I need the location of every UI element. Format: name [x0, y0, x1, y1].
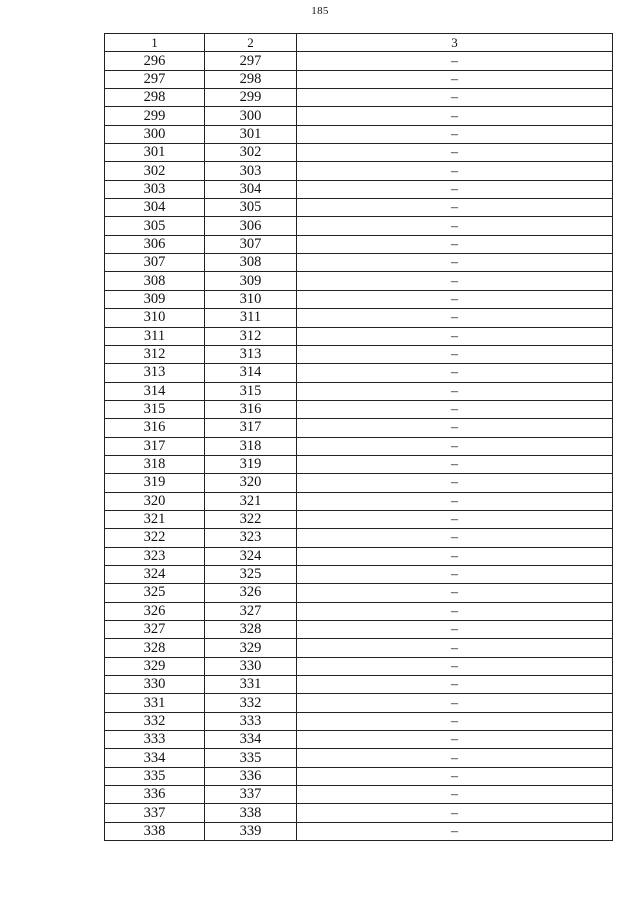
table-cell-col-2: 314 — [205, 364, 297, 382]
table-cell-col-1: 306 — [105, 235, 205, 253]
table-cell-col-1: 330 — [105, 676, 205, 694]
table-row — [105, 621, 613, 639]
table-cell-col-2: 322 — [205, 510, 297, 528]
table-cell-col-1: 296 — [105, 52, 205, 70]
table-row — [105, 510, 613, 528]
table-row — [105, 235, 613, 253]
table-row — [105, 804, 613, 822]
table-cell-col-2: 316 — [205, 400, 297, 418]
table-cell-col-1: 332 — [105, 712, 205, 730]
table-row — [105, 364, 613, 382]
table-cell-col-1: 305 — [105, 217, 205, 235]
table-cell-col-3: – — [297, 144, 613, 162]
table-cell-col-3: – — [297, 345, 613, 363]
table-cell-col-2: 318 — [205, 437, 297, 455]
column-header-1: 1 — [105, 34, 205, 52]
table-row — [105, 822, 613, 840]
table-cell-col-3: – — [297, 382, 613, 400]
table-cell-col-1: 326 — [105, 602, 205, 620]
table-cell-col-2: 307 — [205, 235, 297, 253]
table-cell-col-2: 329 — [205, 639, 297, 657]
table-cell-col-3: – — [297, 712, 613, 730]
table-row — [105, 565, 613, 583]
table-cell-col-1: 301 — [105, 144, 205, 162]
table-cell-col-3: – — [297, 529, 613, 547]
table-row — [105, 199, 613, 217]
table-cell-col-1: 302 — [105, 162, 205, 180]
table-cell-col-3: – — [297, 694, 613, 712]
table-row — [105, 676, 613, 694]
table-cell-col-3: – — [297, 419, 613, 437]
table-cell-col-3: – — [297, 400, 613, 418]
table-cell-col-3: – — [297, 621, 613, 639]
table-cell-col-3: – — [297, 235, 613, 253]
column-header-3: 3 — [297, 34, 613, 52]
table-cell-col-1: 328 — [105, 639, 205, 657]
table-cell-col-2: 301 — [205, 125, 297, 143]
table-row — [105, 52, 613, 70]
table-cell-col-1: 318 — [105, 455, 205, 473]
table-cell-col-2: 311 — [205, 309, 297, 327]
table-cell-col-1: 315 — [105, 400, 205, 418]
table-cell-col-1: 329 — [105, 657, 205, 675]
table-cell-col-1: 316 — [105, 419, 205, 437]
table-cell-col-2: 321 — [205, 492, 297, 510]
table-cell-col-3: – — [297, 804, 613, 822]
table-cell-col-3: – — [297, 437, 613, 455]
table-cell-col-2: 324 — [205, 547, 297, 565]
table-cell-col-2: 336 — [205, 767, 297, 785]
table-cell-col-1: 320 — [105, 492, 205, 510]
table-cell-col-3: – — [297, 107, 613, 125]
page-number: 185 — [311, 5, 329, 17]
table-row — [105, 547, 613, 565]
table-cell-col-1: 338 — [105, 822, 205, 840]
table-cell-col-1: 333 — [105, 731, 205, 749]
table-row — [105, 712, 613, 730]
table-row — [105, 382, 613, 400]
table-row — [105, 254, 613, 272]
table-row — [105, 309, 613, 327]
table-cell-col-1: 304 — [105, 199, 205, 217]
table-cell-col-1: 310 — [105, 309, 205, 327]
table-cell-col-1: 314 — [105, 382, 205, 400]
table-row — [105, 419, 613, 437]
table-row — [105, 474, 613, 492]
table-row — [105, 731, 613, 749]
table-cell-col-2: 303 — [205, 162, 297, 180]
table-cell-col-3: – — [297, 180, 613, 198]
table-row — [105, 492, 613, 510]
table-cell-col-3: – — [297, 731, 613, 749]
table-cell-col-1: 321 — [105, 510, 205, 528]
table-cell-col-3: – — [297, 52, 613, 70]
table-cell-col-1: 317 — [105, 437, 205, 455]
table-cell-col-1: 337 — [105, 804, 205, 822]
table-cell-col-2: 312 — [205, 327, 297, 345]
table-row — [105, 180, 613, 198]
table-cell-col-1: 300 — [105, 125, 205, 143]
table-cell-col-1: 335 — [105, 767, 205, 785]
table-row — [105, 767, 613, 785]
table-body — [105, 52, 613, 841]
table-cell-col-1: 319 — [105, 474, 205, 492]
table-cell-col-2: 332 — [205, 694, 297, 712]
table-cell-col-1: 299 — [105, 107, 205, 125]
table-cell-col-1: 307 — [105, 254, 205, 272]
table-cell-col-3: – — [297, 767, 613, 785]
table-cell-col-2: 302 — [205, 144, 297, 162]
table-cell-col-2: 300 — [205, 107, 297, 125]
table-cell-col-2: 299 — [205, 89, 297, 107]
table-cell-col-1: 325 — [105, 584, 205, 602]
table-cell-col-3: – — [297, 749, 613, 767]
table-cell-col-1: 331 — [105, 694, 205, 712]
table-cell-col-1: 308 — [105, 272, 205, 290]
table-cell-col-3: – — [297, 254, 613, 272]
table-cell-col-3: – — [297, 565, 613, 583]
table-cell-col-3: – — [297, 272, 613, 290]
table-cell-col-2: 317 — [205, 419, 297, 437]
table-row — [105, 327, 613, 345]
table-row — [105, 437, 613, 455]
table-cell-col-3: – — [297, 822, 613, 840]
table-cell-col-2: 330 — [205, 657, 297, 675]
table-cell-col-3: – — [297, 786, 613, 804]
table-cell-col-1: 334 — [105, 749, 205, 767]
table-cell-col-2: 326 — [205, 584, 297, 602]
header-row — [105, 34, 613, 52]
table-cell-col-3: – — [297, 455, 613, 473]
table-cell-col-1: 324 — [105, 565, 205, 583]
table-cell-col-2: 313 — [205, 345, 297, 363]
table-cell-col-1: 298 — [105, 89, 205, 107]
table-cell-col-2: 328 — [205, 621, 297, 639]
table-cell-col-3: – — [297, 217, 613, 235]
table-cell-col-3: – — [297, 327, 613, 345]
table-cell-col-2: 325 — [205, 565, 297, 583]
table-cell-col-1: 327 — [105, 621, 205, 639]
data-table — [104, 33, 613, 841]
table-cell-col-2: 335 — [205, 749, 297, 767]
table-cell-col-2: 337 — [205, 786, 297, 804]
table-cell-col-3: – — [297, 162, 613, 180]
table-cell-col-2: 333 — [205, 712, 297, 730]
table-cell-col-2: 315 — [205, 382, 297, 400]
table-cell-col-1: 313 — [105, 364, 205, 382]
table-cell-col-2: 305 — [205, 199, 297, 217]
table-row — [105, 455, 613, 473]
table-header — [105, 34, 613, 52]
table-row — [105, 162, 613, 180]
table-cell-col-2: 308 — [205, 254, 297, 272]
table-cell-col-2: 331 — [205, 676, 297, 694]
table-row — [105, 217, 613, 235]
table-cell-col-2: 310 — [205, 290, 297, 308]
table-cell-col-3: – — [297, 474, 613, 492]
table-row — [105, 345, 613, 363]
table-cell-col-3: – — [297, 584, 613, 602]
table-row — [105, 639, 613, 657]
table-row — [105, 107, 613, 125]
table-cell-col-2: 304 — [205, 180, 297, 198]
table-cell-col-3: – — [297, 290, 613, 308]
table-row — [105, 657, 613, 675]
table-cell-col-1: 312 — [105, 345, 205, 363]
table-cell-col-2: 297 — [205, 52, 297, 70]
table-cell-col-1: 322 — [105, 529, 205, 547]
table-cell-col-3: – — [297, 199, 613, 217]
table-cell-col-3: – — [297, 125, 613, 143]
table-cell-col-2: 338 — [205, 804, 297, 822]
table-row — [105, 144, 613, 162]
table-row — [105, 749, 613, 767]
table-cell-col-3: – — [297, 547, 613, 565]
table-row — [105, 584, 613, 602]
column-header-2: 2 — [205, 34, 297, 52]
table-row — [105, 529, 613, 547]
table-row — [105, 125, 613, 143]
table-cell-col-2: 327 — [205, 602, 297, 620]
table-row — [105, 290, 613, 308]
table-row — [105, 694, 613, 712]
table-cell-col-2: 306 — [205, 217, 297, 235]
table-cell-col-3: – — [297, 676, 613, 694]
table-cell-col-2: 320 — [205, 474, 297, 492]
table-row — [105, 786, 613, 804]
table-cell-col-1: 297 — [105, 70, 205, 88]
table-cell-col-1: 336 — [105, 786, 205, 804]
table-cell-col-2: 334 — [205, 731, 297, 749]
table-cell-col-3: – — [297, 364, 613, 382]
table-cell-col-3: – — [297, 309, 613, 327]
table-cell-col-3: – — [297, 70, 613, 88]
table-row — [105, 70, 613, 88]
table-cell-col-3: – — [297, 492, 613, 510]
table-cell-col-2: 319 — [205, 455, 297, 473]
table-cell-col-3: – — [297, 602, 613, 620]
table-row — [105, 400, 613, 418]
table-cell-col-2: 323 — [205, 529, 297, 547]
table-cell-col-2: 339 — [205, 822, 297, 840]
table-cell-col-1: 323 — [105, 547, 205, 565]
table-row — [105, 89, 613, 107]
table-row — [105, 272, 613, 290]
table-cell-col-1: 309 — [105, 290, 205, 308]
table-cell-col-2: 309 — [205, 272, 297, 290]
table-cell-col-1: 311 — [105, 327, 205, 345]
table-cell-col-3: – — [297, 657, 613, 675]
table-cell-col-1: 303 — [105, 180, 205, 198]
table-cell-col-2: 298 — [205, 70, 297, 88]
table-cell-col-3: – — [297, 639, 613, 657]
table-cell-col-3: – — [297, 510, 613, 528]
table-row — [105, 602, 613, 620]
table-cell-col-3: – — [297, 89, 613, 107]
